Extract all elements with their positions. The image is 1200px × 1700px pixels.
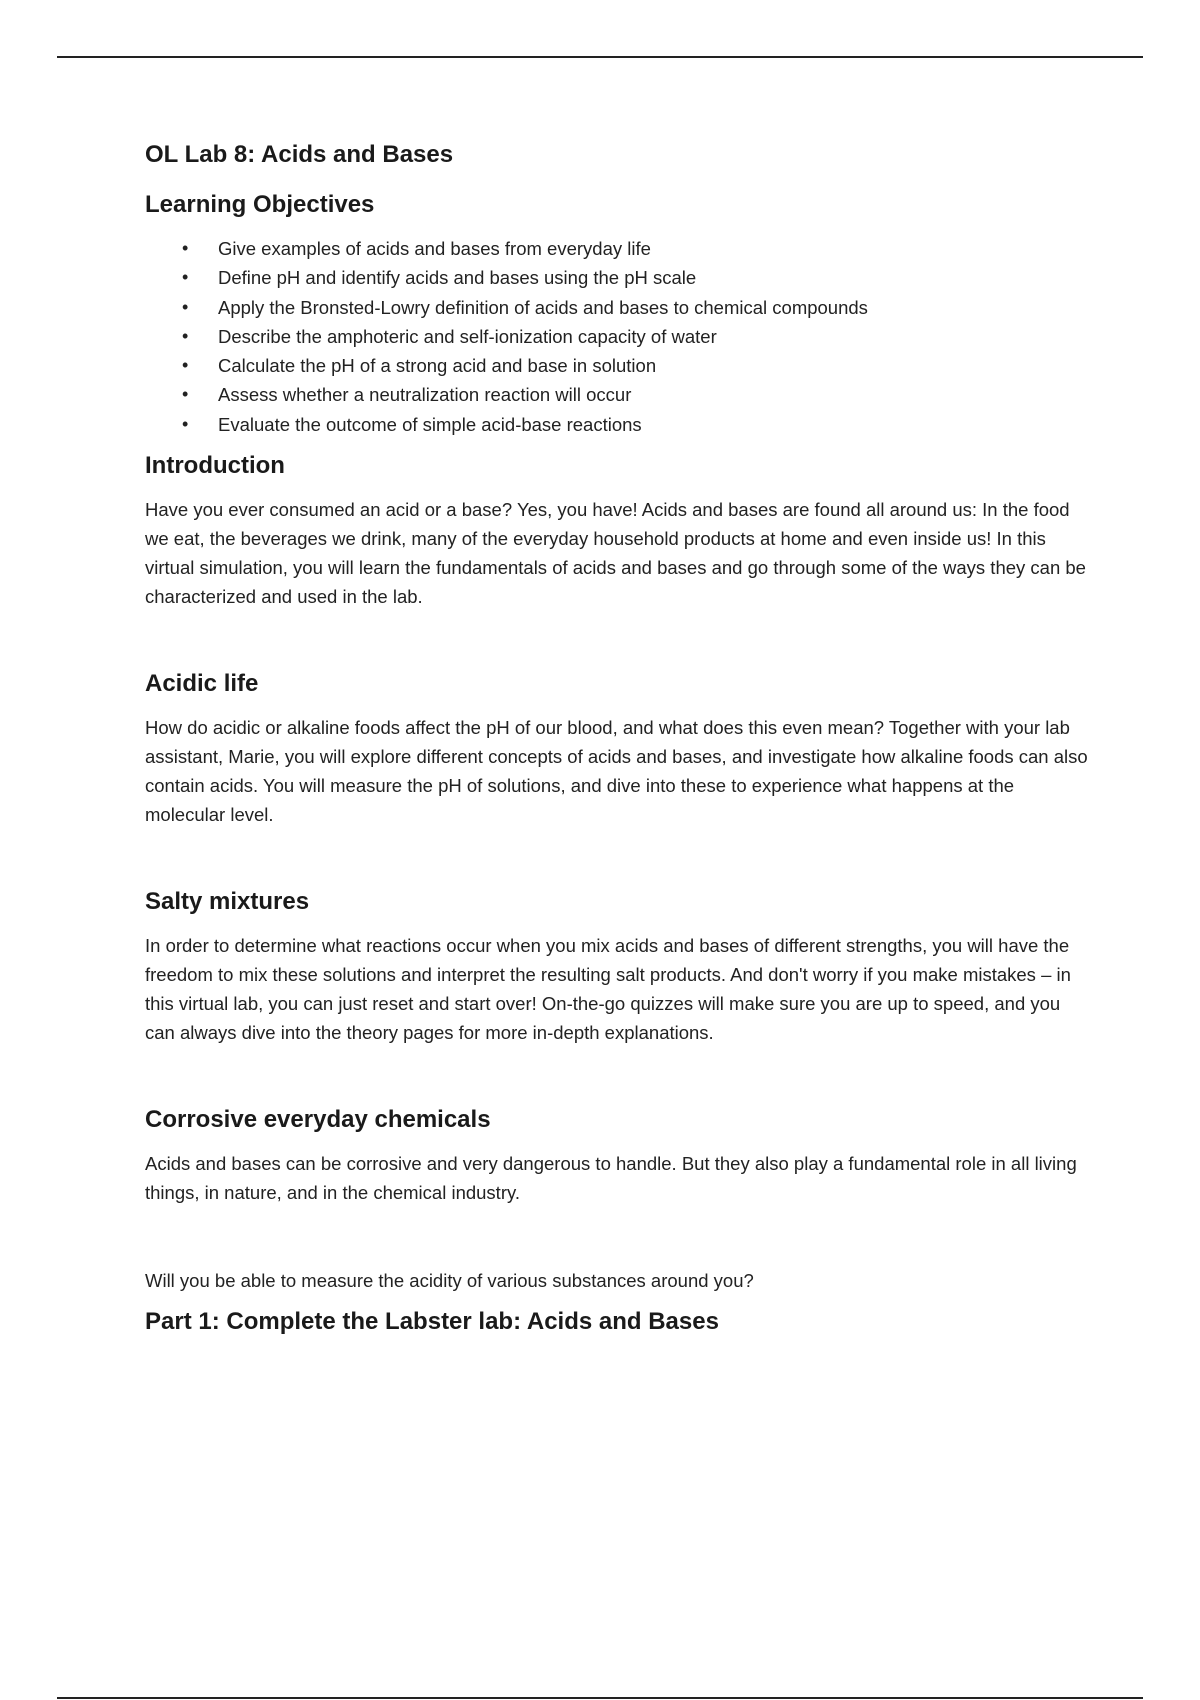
- bullet-icon: •: [182, 384, 189, 405]
- list-item: • Calculate the pH of a strong acid and base in solution: [145, 351, 1095, 380]
- salty-mixtures-heading: Salty mixtures: [145, 888, 310, 916]
- top-rule: [57, 56, 1143, 58]
- list-item: • Evaluate the outcome of simple acid-base reactions: [145, 410, 1095, 439]
- list-item: • Assess whether a neutralization reaction will occur: [145, 380, 1095, 409]
- acidic-life-heading: Acidic life: [145, 670, 259, 698]
- bullet-icon: •: [182, 296, 189, 317]
- corrosive-heading: Corrosive everyday chemicals: [145, 1106, 491, 1134]
- document-title: OL Lab 8: Acids and Bases: [145, 141, 454, 168]
- list-item: • Describe the amphoteric and self-ionization capacity of water: [145, 322, 1095, 351]
- learning-objectives-list: [145, 234, 1095, 439]
- bullet-icon: •: [182, 413, 189, 434]
- part1-heading: Part 1: Complete the Labster lab: Acids and Bases: [145, 1308, 719, 1336]
- document-body: [145, 140, 1095, 1337]
- bullet-icon: •: [182, 355, 189, 376]
- introduction-heading: Introduction: [145, 452, 285, 480]
- salty-mixtures-text: In order to determine what reactions occur when you mix acids and bases of different strengths, you will have the freedom to mix these solutions and interpret the resulting salt products. And don't worry if you make mistakes – in this virtual lab, you can just reset and start over! On-the-go quizzes will make sure you are up to speed, and you can always dive into the theory pages for more in-depth explanations.: [145, 935, 1071, 1044]
- list-item: • Give examples of acids and bases from everyday life: [145, 234, 1095, 263]
- bullet-icon: •: [182, 267, 189, 288]
- learning-objectives-heading: Learning Objectives: [145, 191, 375, 218]
- corrosive-text: Acids and bases can be corrosive and very dangerous to handle. But they also play a fundamental role in all living things, in nature, and in the chemical industry.: [145, 1153, 1077, 1204]
- bullet-icon: •: [182, 238, 189, 258]
- list-item: • Apply the Bronsted-Lowry definition of acids and bases to chemical compounds: [145, 293, 1095, 322]
- list-item: • Define pH and identify acids and bases using the pH scale: [145, 263, 1095, 292]
- bottom-rule: [57, 1697, 1143, 1699]
- acidic-life-text: How do acidic or alkaline foods affect the pH of our blood, and what does this even mean? Together with your lab assistant, Marie, you will explore different concepts of acids and bases, and investigate how alkaline foods can also contain acids. You will measure the pH of solutions, and dive into these to experience what happens at the molecular level.: [145, 717, 1088, 826]
- corrosive-question: Will you be able to measure the acidity of various substances around you?: [145, 1270, 754, 1292]
- introduction-text: Have you ever consumed an acid or a base? Yes, you have! Acids and bases are found all around us: In the food we eat, the beverages we drink, many of the everyday household products at home and even inside us! In this virtual simulation, you will learn the fundamentals of acids and bases and go through some of the ways they can be characterized and used in the lab.: [145, 499, 1086, 608]
- bullet-icon: •: [182, 325, 189, 346]
